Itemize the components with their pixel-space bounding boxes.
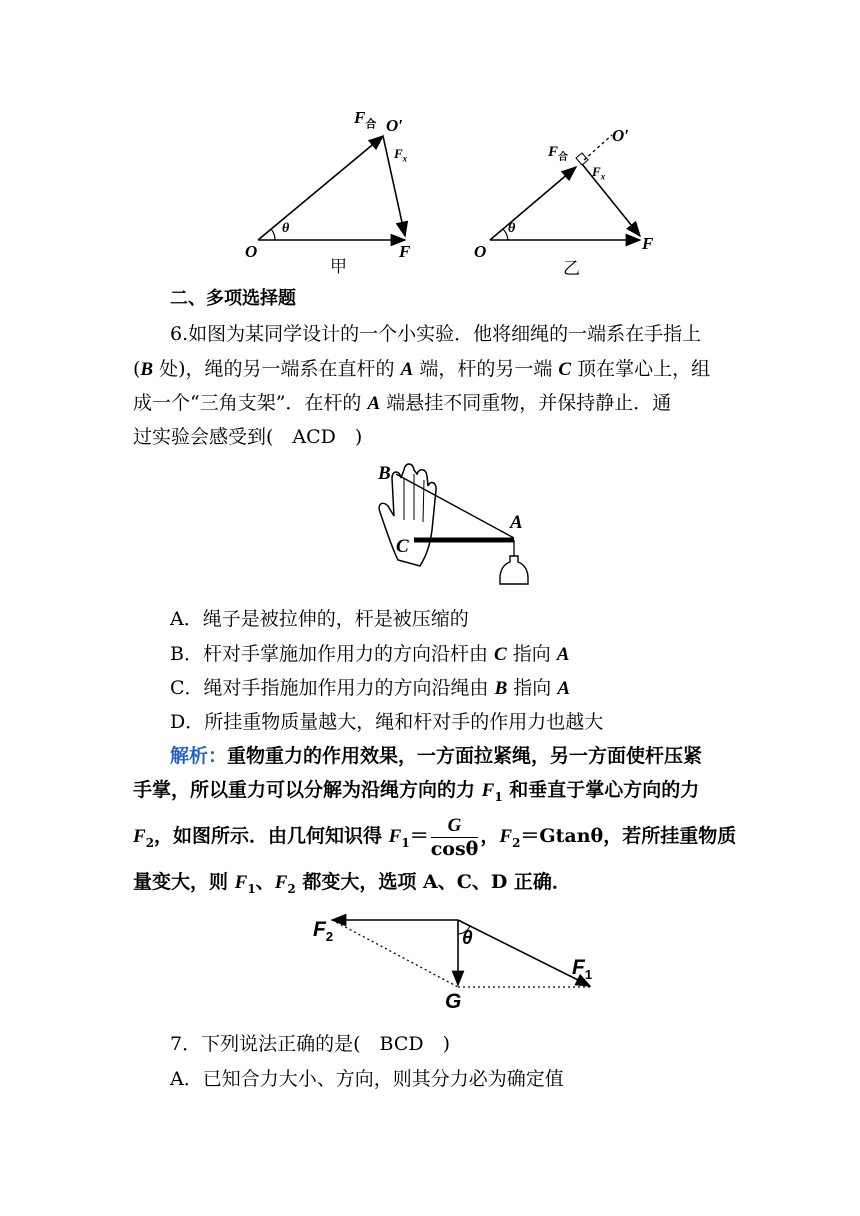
q7-option-a: A．已知合力大小、方向，则其分力必为确定值 — [170, 1068, 564, 1090]
analysis-label: 解析： — [170, 745, 228, 767]
f1-arrow — [458, 920, 593, 986]
decomp-label-f1: $F_1$ — [572, 956, 593, 983]
yi-label-theta: θ — [508, 221, 516, 236]
jia-label-fx: $F_x$ — [394, 146, 408, 164]
decomp-label-theta: θ — [462, 928, 473, 949]
jia-label-theta: θ — [282, 221, 290, 236]
q7-line1: 7．下列说法正确的是( BCD ) — [170, 1033, 451, 1055]
hand-label-c: C — [396, 536, 409, 557]
hand-label-a: A — [510, 512, 523, 533]
analysis-line2: 手掌，所以重力可以分解为沿绳方向的力 $F_1$ 和垂直于掌心方向的力 — [133, 779, 700, 804]
q6-option-c: C．绳对手指施加作用力的方向沿绳由 B 指向 A — [170, 677, 571, 699]
yi-label-o: O — [474, 242, 487, 261]
jia-label-f: F — [399, 242, 411, 261]
q6-option-b: B．杆对手掌施加作用力的方向沿杆由 C 指向 A — [170, 643, 570, 665]
q6-line3: 成一个“三角支架”．在杆的 A 端悬挂不同重物，并保持静止．通 — [133, 392, 672, 414]
yi-label-oprime: O′ — [612, 126, 630, 145]
q6-line4: 过实验会感受到( ACD ) — [133, 426, 363, 448]
q6-option-a: A．绳子是被拉伸的，杆是被压缩的 — [170, 608, 469, 630]
dotted-f2-g — [332, 920, 458, 987]
jia-caption: 甲 — [330, 257, 347, 277]
fraction-g-over-cos: $\frac{G}{\cos\theta}$ — [430, 814, 479, 860]
decomp-label-f2: $F_2$ — [313, 918, 334, 945]
section-heading: 二、多项选择题 — [170, 288, 296, 309]
hand-label-b: B — [378, 463, 391, 484]
analysis-line1: 解析：重物重力的作用效果，一方面拉紧绳，另一方面使杆压紧 — [170, 745, 703, 767]
yi-label-fhe: $F_合$ — [548, 144, 569, 163]
jia-label-oprime: O′ — [386, 116, 404, 135]
analysis-line3: $F_2$，如图所示．由几何知识得 $F_1=$ $\frac{G}{\cos\theta}$ ，$F_2=Gtan\theta$，若所挂重物质 — [133, 814, 737, 860]
jia-label-fhe: $F_合$ — [354, 108, 377, 131]
q6-option-d: D．所挂重物质量越大，绳和杆对手的作用力也越大 — [170, 711, 604, 733]
decomp-label-g: G — [445, 990, 462, 1013]
q6-line2: (B 处)，绳的另一端系在直杆的 A 端，杆的另一端 C 顶在掌心上，组 — [133, 358, 711, 380]
q6-line1: 6.如图为某同学设计的一个小实验．他将细绳的一端系在手指上 — [170, 323, 702, 345]
yi-label-fx: $F_x$ — [592, 164, 606, 182]
yi-label-f: F — [642, 234, 654, 253]
jia-label-o: O — [245, 242, 258, 261]
yi-caption: 乙 — [563, 259, 580, 279]
analysis-line4: 量变大，则 $F_1$、$F_2$ 都变大，选项 A、C、D 正确． — [133, 871, 571, 896]
